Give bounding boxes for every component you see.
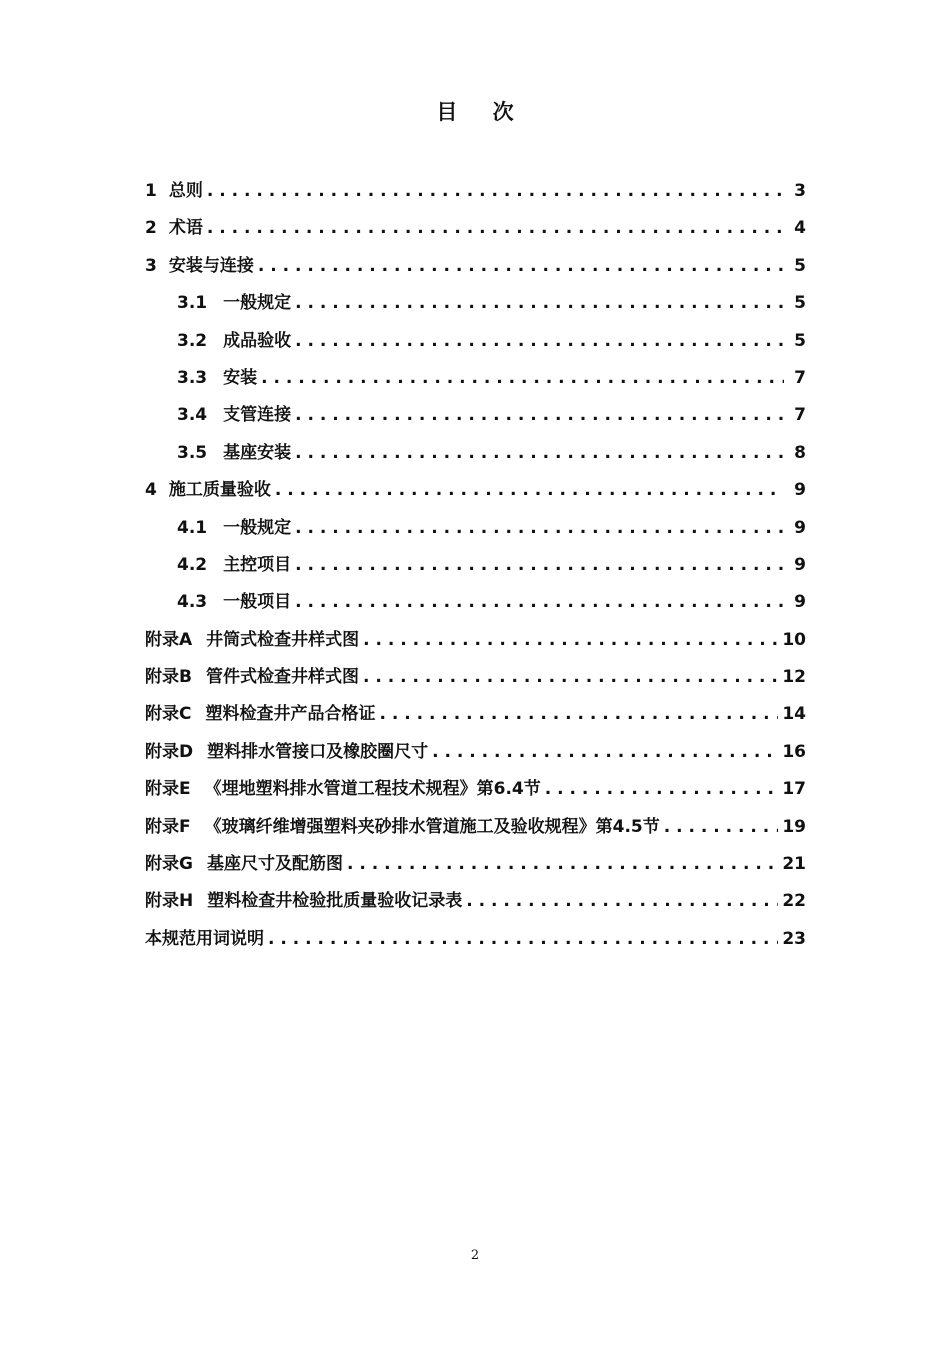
page-title: 目 次 — [436, 100, 528, 124]
toc-entry-text: 一般规定 — [223, 517, 292, 538]
toc-entry-page: 21 — [782, 854, 806, 875]
toc-entry-page: 14 — [782, 704, 806, 725]
toc-leader-dots — [664, 817, 779, 837]
toc-entry-page: 12 — [782, 667, 806, 688]
toc-entry-label — [145, 176, 203, 201]
toc-entry-page: 4 — [794, 218, 806, 239]
toc-entry-label — [177, 363, 257, 388]
toc-entry-page: 7 — [794, 405, 806, 426]
toc-entry-page: 22 — [782, 891, 806, 912]
toc-entry-page: 10 — [782, 629, 806, 650]
toc-entry[interactable] — [145, 326, 806, 363]
toc-entry-text: 《埋地塑料排水管道工程技术规程》第6.4节 — [204, 779, 541, 800]
toc-entry-page: 17 — [782, 779, 806, 800]
toc-leader-dots — [295, 518, 784, 538]
toc-leader-dots — [295, 293, 784, 313]
toc-entry-page: 7 — [794, 367, 806, 388]
toc-entry-text: 塑料排水管接口及橡胶圈尺寸 — [207, 741, 429, 762]
toc-leader-dots — [207, 181, 784, 201]
toc-entry[interactable] — [145, 625, 806, 662]
toc-entry[interactable] — [145, 587, 806, 624]
toc-entry[interactable] — [145, 288, 806, 325]
toc-entry-number: 2 — [145, 218, 157, 239]
toc-entry-number: 4.3 — [177, 592, 208, 613]
toc-entry-label — [177, 550, 291, 575]
toc-leader-dots — [347, 854, 778, 874]
toc-entry-label — [177, 438, 291, 463]
toc-entry-number: 3.4 — [177, 405, 208, 426]
toc-entry-page: 19 — [782, 816, 806, 837]
toc-entry-label — [145, 475, 271, 500]
toc-entry-page: 9 — [794, 554, 806, 575]
toc-entry-text: 基座安装 — [223, 442, 292, 463]
toc-entry-page: 23 — [782, 928, 806, 949]
toc-entry-label — [145, 737, 428, 762]
toc-entry-page: 5 — [794, 293, 806, 314]
toc-entry-number: 1 — [145, 181, 157, 201]
toc-entry[interactable] — [145, 812, 806, 849]
toc-entry-text: 主控项目 — [223, 554, 292, 575]
page-number: 2 — [470, 1248, 480, 1263]
toc-entry[interactable] — [145, 662, 806, 699]
toc-entry-text: 安装与连接 — [168, 255, 254, 276]
toc-entry-label — [177, 288, 291, 313]
toc-entry[interactable] — [145, 251, 806, 288]
toc-entry[interactable] — [145, 886, 806, 923]
toc-entry-label — [145, 699, 375, 724]
toc-entry-page: 16 — [782, 741, 806, 762]
toc-entry-label — [177, 513, 291, 538]
toc-entry-label — [145, 849, 343, 874]
toc-entry-number: 3.1 — [177, 293, 208, 314]
toc-entry-label — [145, 886, 462, 911]
toc-leader-dots — [295, 405, 784, 425]
toc-entry[interactable] — [145, 513, 806, 550]
toc-entry[interactable] — [145, 737, 806, 774]
toc-entry-label — [177, 400, 291, 425]
toc-entry[interactable] — [145, 849, 806, 886]
toc-entry-text: 塑料检查井检验批质量验收记录表 — [207, 891, 463, 912]
toc-entry-text: 总则 — [168, 181, 203, 201]
toc-entry-text: 术语 — [168, 218, 203, 239]
toc-entry-label — [145, 213, 203, 238]
toc-entry-text: 安装 — [223, 367, 258, 388]
toc-leader-dots — [268, 929, 778, 949]
toc-entry-number: 附录C — [145, 704, 192, 725]
toc-entry-number: 附录H — [145, 891, 194, 912]
toc-entry-number: 3.3 — [177, 367, 208, 388]
toc-entry[interactable] — [145, 363, 806, 400]
toc-entry[interactable] — [145, 699, 806, 736]
toc-entry-text: 基座尺寸及配筋图 — [206, 854, 343, 875]
toc-entry-page: 9 — [794, 592, 806, 613]
toc-entry-number: 4.2 — [177, 554, 208, 575]
toc-entry-text: 成品验收 — [223, 330, 292, 351]
toc-entry-page: 9 — [794, 517, 806, 538]
toc-entry-number: 4 — [145, 480, 157, 501]
toc-entry-number: 3 — [145, 255, 157, 276]
toc-entry[interactable] — [145, 438, 806, 475]
toc-leader-dots — [432, 742, 778, 762]
toc-entry-number: 3.5 — [177, 442, 208, 463]
toc-entry-number: 3.2 — [177, 330, 208, 351]
table-of-contents — [145, 176, 806, 961]
toc-entry-text: 《玻璃纤维增强塑料夹砂排水管道施工及验收规程》第4.5节 — [204, 816, 660, 837]
toc-entry-page: 9 — [794, 480, 806, 501]
toc-entry-page: 5 — [794, 255, 806, 276]
toc-leader-dots — [363, 630, 778, 650]
toc-entry[interactable] — [145, 774, 806, 811]
toc-entry-text: 管件式检查井样式图 — [205, 667, 359, 688]
toc-leader-dots — [295, 592, 784, 612]
toc-entry-text: 本规范用词说明 — [145, 928, 264, 949]
toc-entry-label — [145, 812, 660, 837]
toc-leader-dots — [275, 480, 784, 500]
toc-entry-page: 3 — [794, 181, 806, 201]
toc-leader-dots — [261, 368, 784, 388]
toc-entry-label — [145, 662, 359, 687]
toc-entry-label — [177, 326, 291, 351]
toc-entry-label — [145, 774, 541, 799]
toc-entry-label — [145, 251, 254, 276]
toc-leader-dots — [258, 256, 784, 276]
toc-entry-label — [145, 924, 264, 949]
toc-leader-dots — [295, 555, 784, 575]
toc-leader-dots — [379, 704, 778, 724]
toc-entry-page: 8 — [794, 442, 806, 463]
toc-entry[interactable] — [145, 475, 806, 512]
toc-entry-text: 塑料检查井产品合格证 — [205, 704, 376, 725]
toc-leader-dots — [466, 891, 778, 911]
toc-entry[interactable] — [145, 400, 806, 437]
toc-entry-number: 附录D — [145, 741, 194, 762]
toc-entry-number: 附录E — [145, 779, 191, 800]
toc-entry-text: 施工质量验收 — [168, 480, 271, 501]
toc-entry-text: 支管连接 — [223, 405, 292, 426]
toc-entry-number: 附录A — [145, 629, 193, 650]
toc-entry-text: 一般项目 — [223, 592, 292, 613]
toc-leader-dots — [295, 443, 784, 463]
toc-leader-dots — [207, 218, 784, 238]
toc-leader-dots — [295, 331, 784, 351]
toc-entry-text: 井筒式检查井样式图 — [206, 629, 360, 650]
toc-entry-number: 附录F — [145, 816, 191, 837]
toc-entry[interactable] — [145, 176, 806, 213]
toc-entry-number: 4.1 — [177, 517, 208, 538]
toc-entry-number: 附录B — [145, 667, 192, 688]
toc-entry-label — [177, 587, 291, 612]
toc-entry-number: 附录G — [145, 854, 193, 875]
toc-entry[interactable] — [145, 213, 806, 250]
toc-entry-text: 一般规定 — [223, 293, 292, 314]
toc-entry[interactable] — [145, 550, 806, 587]
toc-entry-label — [145, 625, 359, 650]
toc-leader-dots — [545, 779, 779, 799]
toc-leader-dots — [363, 667, 778, 687]
toc-entry-page: 5 — [794, 330, 806, 351]
toc-entry[interactable] — [145, 924, 806, 961]
